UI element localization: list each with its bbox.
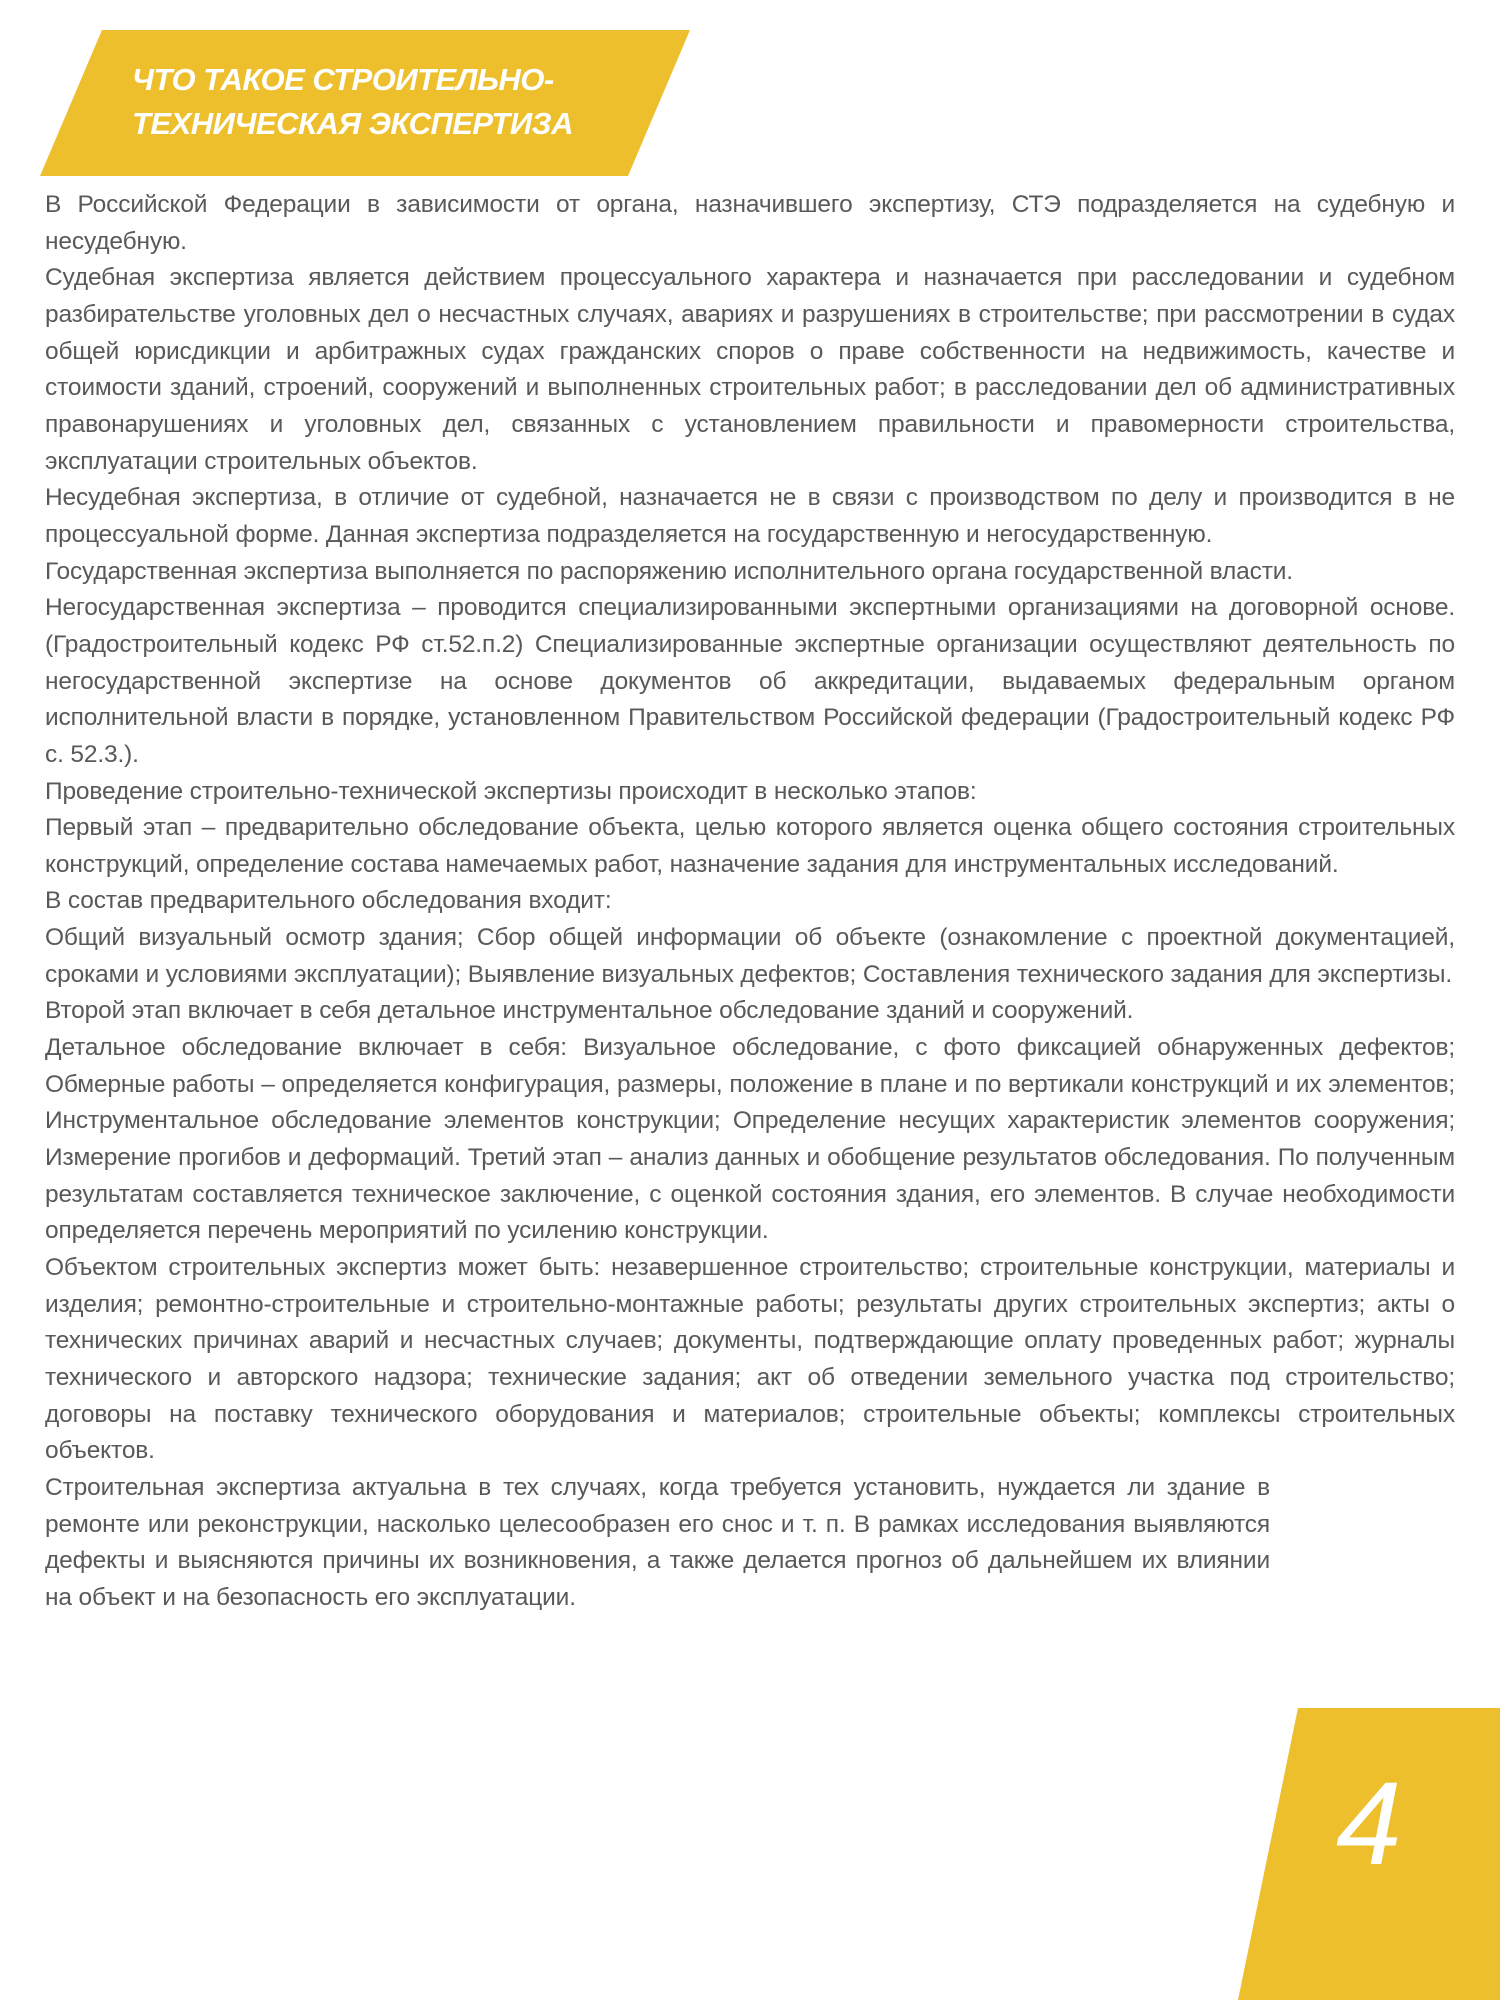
body-text	[45, 187, 1455, 1617]
paragraph-13: Строительная экспертиза актуальна в тех случаях, когда требуется установить, нуждается ли здание в ремонте или реконструкции, насколько целесообразен его снос и т. п. В рамках исследования выявляются дефекты и выясняются причины их возникновения, а также делается прогноз об дальнейшем их влиянии на объект и на безопасность его эксплуатации.	[45, 1473, 1270, 1611]
paragraph-10: Второй этап включает в себя детальное инструментальное обследование зданий и сооружений.	[45, 997, 1134, 1025]
title-line-1: ЧТО ТАКОЕ СТРОИТЕЛЬНО-	[132, 62, 554, 97]
paragraph-7: Первый этап – предварительно обследование объекта, целью которого является оценка общего состояния строительных конструкций, определение состава намечаемых работ, назначение задания для инструментальных исследований.	[45, 814, 1455, 878]
paragraph-5: Негосударственная экспертиза – проводится специализированными экспертными организациями на договорной основе. (Градостроительный кодекс РФ ст.52.п.2) Специализированные экспертные организации осуществляют деятельность по негосударственной экспертизе на основе документов об аккредитации, выдаваемых федеральным органом исполнительной власти в порядке, установленном Правительством Российской федерации (Градостроительный кодекс РФ с. 52.3.).	[45, 594, 1455, 768]
paragraph-9: Общий визуальный осмотр здания; Сбор общей информации об объекте (ознакомление с проектной документацией, сроками и условиями эксплуатации); Выявление визуальных дефектов; Составления технического задания для экспертизы.	[45, 924, 1455, 988]
paragraph-6: Проведение строительно-технической экспертизы происходит в несколько этапов:	[45, 777, 977, 805]
paragraph-4: Государственная экспертиза выполняется по распоряжению исполнительного органа государственной власти.	[45, 557, 1293, 585]
paragraph-11: Детальное обследование включает в себя: Визуальное обследование, с фото фиксацией обнаруженных дефектов; Обмерные работы – определяется конфигурация, размеры, положение в плане и по вертикали конструкций и их элементов; Инструментальное обследование элементов конструкции; Определение несущих характеристик элементов сооружения; Измерение прогибов и деформаций. Третий этап – анализ данных и обобщение результатов обследования. По полученным результатам составляется техническое заключение, с оценкой состояния здания, его элементов. В случае необходимости определяется перечень мероприятий по усилению конструкции.	[45, 1034, 1455, 1245]
paragraph-12: Объектом строительных экспертиз может быть: незавершенное строительство; строительные конструкции, материалы и изделия; ремонтно-строительные и строительно-монтажные работы; результаты других строительных экспертиз; акты о технических причинах аварий и несчастных случаев; документы, подтверждающие оплату проведенных работ; журналы технического и авторского надзора; технические задания; акт об отведении земельного участка под строительство; договоры на поставку технического оборудования и материалов; строительные объекты; комплексы строительных объектов.	[45, 1254, 1455, 1465]
page-title	[132, 58, 573, 146]
paragraph-3: Несудебная экспертиза, в отличие от судебной, назначается не в связи с производством по делу и производится в не процессуальной форме. Данная экспертиза подразделяется на государственную и негосударственную.	[45, 484, 1455, 548]
paragraph-2: Судебная экспертиза является действием процессуального характера и назначается при расследовании и судебном разбирательстве уголовных дел о несчастных случаях, авариях и разрушениях в строительстве; при рассмотрении в судах общей юрисдикции и арбитражных судах гражданских споров о праве собственности на недвижимость, качестве и стоимости зданий, строений, сооружений и выполненных строительных работ; в расследовании дел об административных правонарушениях и уголовных дел, связанных с установлением правильности и правомерности строительства, эксплуатации строительных объектов.	[45, 264, 1455, 475]
paragraph-1: В Российской Федерации в зависимости от органа, назначившего экспертизу, СТЭ подразделяется на судебную и несудебную.	[45, 191, 1455, 255]
page-number: 4	[1336, 1758, 1402, 1890]
paragraph-8: В состав предварительного обследования входит:	[45, 887, 612, 915]
title-line-2: ТЕХНИЧЕСКАЯ ЭКСПЕРТИЗА	[132, 106, 573, 141]
